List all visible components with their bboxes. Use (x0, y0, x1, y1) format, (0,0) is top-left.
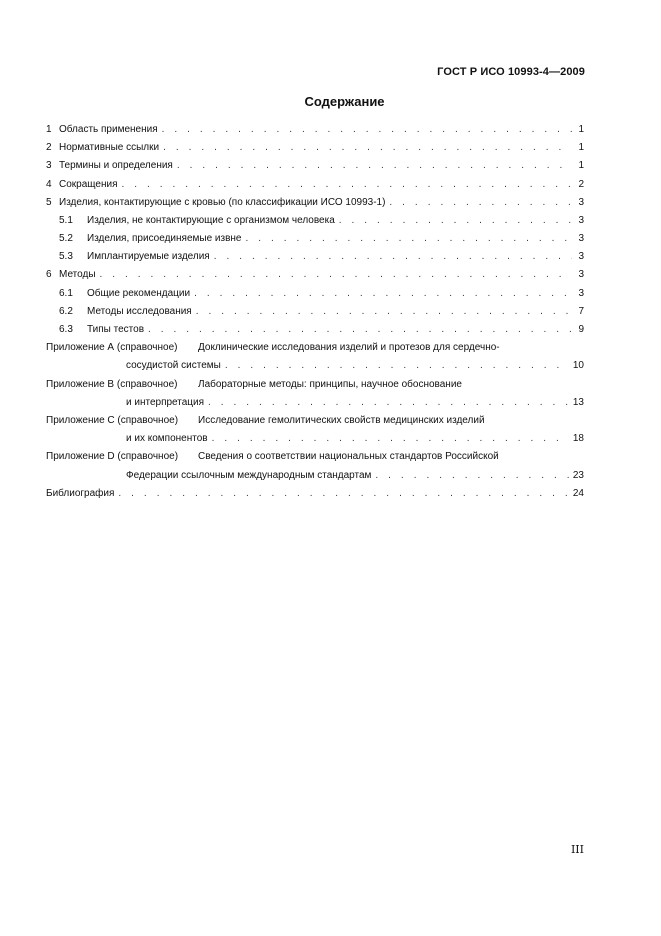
toc-entry-number: 6.3 (59, 324, 73, 336)
toc-entry-6-3[interactable] (46, 321, 584, 339)
toc-entry-number: 4 (46, 178, 52, 190)
annex-label: Приложение В (справочное) (46, 378, 178, 390)
annex-page: 10 (572, 360, 584, 372)
toc-entry-6-1[interactable] (46, 285, 584, 303)
annex-title-line1: Лабораторные методы: принципы, научное обоснование (198, 378, 462, 390)
toc-bibliography[interactable] (46, 485, 584, 503)
toc-entry-title: Общие рекомендации (87, 287, 191, 299)
toc-annex-b[interactable] (46, 376, 584, 412)
toc-entry-5-1[interactable] (46, 212, 584, 230)
toc-entry-5-3[interactable] (46, 248, 584, 266)
toc-entry-6-2[interactable] (46, 303, 584, 321)
toc-entry-number: 1 (46, 123, 52, 135)
dot-leader (177, 157, 572, 175)
annex-page: 23 (572, 469, 584, 481)
bibliography-page: 24 (572, 487, 584, 499)
toc-entry-page: 1 (578, 142, 584, 154)
standard-header: ГОСТ Р ИСО 10993-4—2009 (437, 66, 585, 78)
toc-entry-title: Методы исследования (87, 305, 192, 317)
toc-entry-1[interactable] (46, 121, 584, 139)
annex-title-line2: и интерпретация (126, 396, 205, 408)
annex-label: Приложение А (справочное) (46, 342, 178, 354)
dot-leader (162, 121, 572, 139)
toc-entry-number: 5.3 (59, 251, 73, 263)
toc-entry-title: Имплантируемые изделия (87, 251, 210, 263)
annex-title-line2: Федерации ссылочным международным стандартам (126, 469, 372, 481)
toc-entry-4[interactable] (46, 176, 584, 194)
toc-annex-d[interactable] (46, 448, 584, 484)
annex-page: 18 (572, 433, 584, 445)
table-of-contents (46, 121, 584, 503)
dot-leader (121, 176, 572, 194)
dot-leader (225, 357, 569, 375)
annex-label: Приложение D (справочное) (46, 451, 179, 463)
annex-label: Приложение С (справочное) (46, 414, 179, 426)
toc-entry-number: 6.1 (59, 287, 73, 299)
toc-entry-page: 3 (578, 214, 584, 226)
toc-entry-title: Изделия, контактирующие с кровью (по классификации ИСО 10993-1) (59, 196, 386, 208)
toc-entry-page: 1 (578, 123, 584, 135)
toc-entry-title: Методы (59, 269, 96, 281)
toc-entry-number: 5 (46, 196, 52, 208)
dot-leader (100, 266, 572, 284)
toc-entry-page: 2 (578, 178, 584, 190)
toc-entry-number: 6 (46, 269, 52, 281)
toc-entry-5-2[interactable] (46, 230, 584, 248)
dot-leader (208, 394, 569, 412)
toc-entry-number: 5.2 (59, 233, 73, 245)
dot-leader (339, 212, 572, 230)
dot-leader (196, 303, 572, 321)
annex-title-line1: Сведения о соответствии национальных стандартов Российской (198, 451, 499, 463)
toc-entry-page: 1 (578, 160, 584, 172)
dot-leader (194, 285, 572, 303)
dot-leader (245, 230, 572, 248)
dot-leader (389, 194, 572, 212)
toc-entry-number: 6.2 (59, 305, 73, 317)
toc-entry-5[interactable] (46, 194, 584, 212)
dot-leader (118, 485, 568, 503)
toc-entry-page: 3 (578, 233, 584, 245)
annex-title-line1: Исследование гемолитических свойств медицинских изделий (198, 414, 485, 426)
annex-title-line2: сосудистой системы (126, 360, 221, 372)
annex-title-line2: и их компонентов (126, 433, 208, 445)
toc-entry-page: 9 (578, 324, 584, 336)
toc-entry-number: 3 (46, 160, 52, 172)
toc-entry-title: Изделия, не контактирующие с организмом человека (87, 214, 335, 226)
toc-entry-3[interactable] (46, 157, 584, 175)
annex-title-line1: Доклинические исследования изделий и протезов для сердечно- (198, 342, 500, 354)
toc-entry-page: 3 (578, 287, 584, 299)
page-number: III (570, 843, 584, 856)
annex-page: 13 (572, 396, 584, 408)
toc-entry-title: Изделия, присоединяемые извне (87, 233, 242, 245)
toc-entry-title: Типы тестов (87, 324, 145, 336)
toc-annex-a[interactable] (46, 339, 584, 375)
dot-leader (214, 248, 572, 266)
dot-leader (375, 467, 568, 485)
toc-entry-title: Нормативные ссылки (59, 142, 160, 154)
toc-entry-title: Область применения (59, 123, 158, 135)
toc-annex-c[interactable] (46, 412, 584, 448)
page-title: Содержание (304, 94, 385, 109)
toc-entry-title: Термины и определения (59, 160, 173, 172)
bibliography-title: Библиография (46, 487, 115, 499)
dot-leader (212, 430, 569, 448)
toc-entry-title: Сокращения (59, 178, 118, 190)
toc-entry-number: 5.1 (59, 214, 73, 226)
toc-entry-page: 7 (578, 305, 584, 317)
toc-entry-page: 3 (578, 196, 584, 208)
toc-entry-page: 3 (578, 251, 584, 263)
toc-entry-page: 3 (578, 269, 584, 281)
toc-entry-6[interactable] (46, 267, 584, 285)
toc-entry-2[interactable] (46, 139, 584, 157)
dot-leader (163, 139, 572, 157)
dot-leader (148, 321, 572, 339)
toc-entry-number: 2 (46, 142, 52, 154)
